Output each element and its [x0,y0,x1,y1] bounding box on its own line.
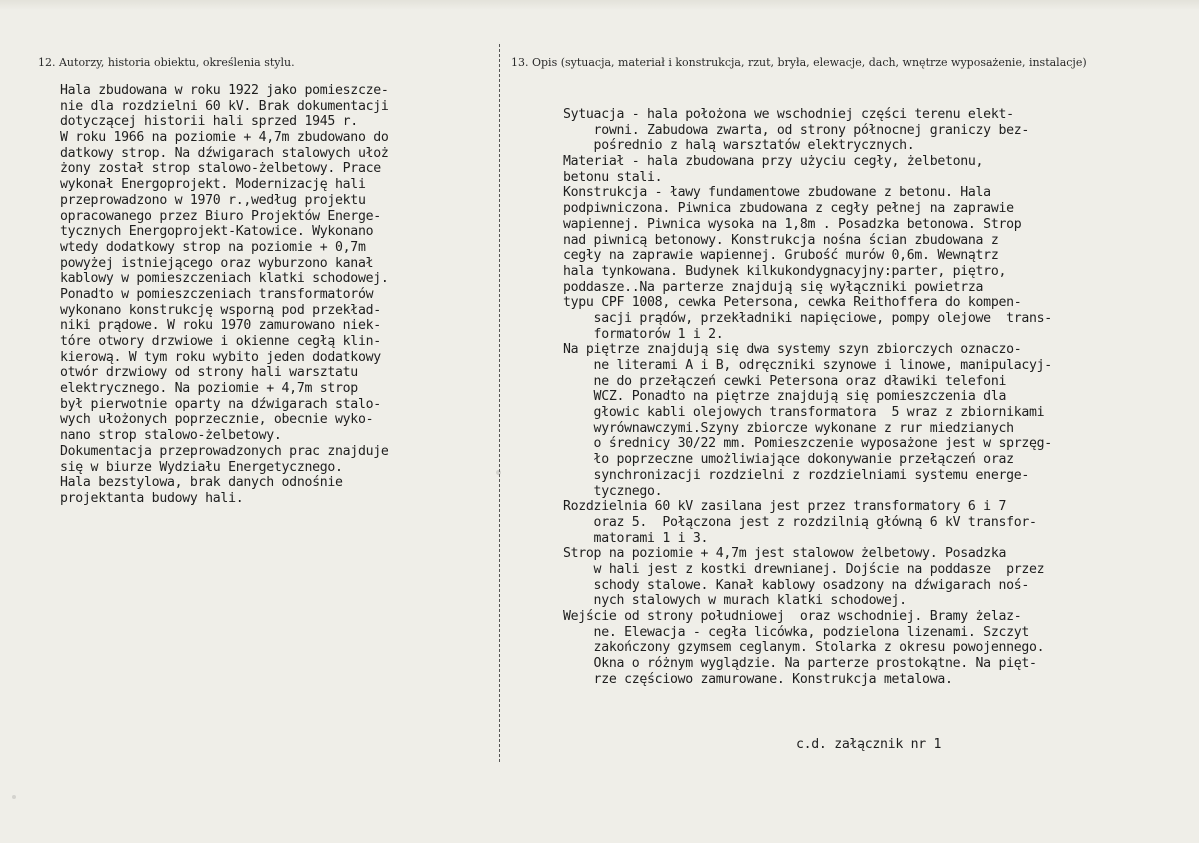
text-line: Konstrukcja - ławy fundamentowe zbudowane z betonu. Hala [563,185,991,201]
text-line: niki prądowe. W roku 1970 zamurowano niek- [60,318,381,334]
text-line: nad piwnicą betonowy. Konstrukcja nośna ścian zbudowana z [563,232,999,248]
text-line: ne do przełączeń cewki Petersona oraz dławiki telefoni [563,373,1007,389]
text-line: rowni. Zabudowa zwarta, od strony północnej graniczy bez- [563,122,1030,138]
text-line: Materiał - hala zbudowana przy użyciu cegły, żelbetonu, [563,154,984,170]
text-line: Hala bezstylowa, brak danych odnośnie [60,475,343,491]
column-divider [499,44,501,762]
text-line: nych stalowych w murach klatki schodowej. [563,593,907,609]
text-line: żony został strop stalowo-żelbetowy. Prace [60,161,381,177]
text-line: kierową. W tym roku wybito jeden dodatkowy [60,349,381,365]
text-line: się w biurze Wydziału Energetycznego. [60,459,343,475]
text-line: pośrednio z halą warsztatów elektrycznych. [563,138,915,154]
text-line: cegły na zaprawie wapiennej. Grubość murów 0,6m. Wewnątrz [563,248,999,264]
text-line: Okna o różnym wyglądzie. Na parterze prostokątne. Na pięt- [563,656,1037,672]
text-line: Wejście od strony południowej oraz wschodniej. Bramy żelaz- [563,609,1022,624]
text-line: typu CPF 1008, cewka Petersona, cewka Reithoffera do kompen- [563,295,1022,311]
text-line: oraz 5. Połączona jest z rozdzilnią główną 6 kV transfor- [563,514,1037,530]
section-13-heading: 13. Opis (sytuacja, materiał i konstrukcja, rzut, bryła, elewacje, dach, wnętrze wyposażenie, instalacje) [511,56,1087,69]
text-line: Strop na poziomie + 4,7m jest stalowow żelbetowy. Posadzka [563,546,1007,562]
text-line: wych ułożonych poprzecznie, obecnie wyko- [60,412,374,428]
text-line: datkowy strop. Na dźwigarach stalowych ułoż [60,145,389,161]
text-line: zakończony gzymsem ceglanym. Stolarka z okresu powojennego. [563,640,1045,656]
text-line: wykonał Energoprojekt. Modernizację hali [60,177,366,193]
text-line: opracowanego przez Biuro Projektów Energe- [60,208,381,224]
text-line: ne. Elewacja - cegła licówka, podzielona lizenami. Szczyt [563,624,1030,640]
text-line: w hali jest z kostki drewnianej. Dojście na poddasze przez [563,561,1045,577]
text-line: formatorów 1 i 2. [563,326,724,342]
text-line: nano strop stalowo-żelbetowy. [60,428,282,444]
text-line: matorami 1 i 3. [563,530,709,546]
ink-smudge [12,795,16,799]
attachment-reference: c.d. załącznik nr 1 [796,737,942,752]
text-line: kablowy w pomieszczeniach klatki schodowej. [60,271,389,287]
text-line: betonu stali. [563,169,663,185]
ink-smudge [496,470,501,475]
text-line: poddasze..Na parterze znajdują się wyłączniki powietrza [563,279,984,295]
text-line: nie dla rozdzielni 60 kV. Brak dokumentacji [60,98,389,114]
text-line: podpiwniczona. Piwnica zbudowana z cegły pełnej na zaprawie [563,201,1014,217]
text-line: sacji prądów, przekładniki napięciowe, pompy olejowe trans- [563,310,1052,326]
text-line: schody stalowe. Kanał kablowy osadzony na dźwigarach noś- [563,577,1030,593]
text-line: ło poprzeczne umożliwiające dokonywanie przełączeń oraz [563,452,1014,468]
text-line: o średnicy 30/22 mm. Pomieszczenie wyposażone jest w sprzęg- [563,436,1052,452]
text-line: przeprowadzono w 1970 r.,według projektu [60,192,366,208]
text-line: dotyczącej historii hali sprzed 1945 r. [60,114,358,130]
text-line: hala tynkowana. Budynek kilkukondygnacyjny:parter, piętro, [563,263,1007,279]
text-line: głowic kabli olejowych transformatora 5 wraz z zbiornikami [563,405,1045,421]
text-line: powyżej istniejącego oraz wyburzono kanał [60,255,374,271]
text-line: elektrycznego. Na poziomie + 4,7m strop [60,381,358,397]
text-line: Rozdzielnia 60 kV zasilana jest przez transformatory 6 i 7 [563,499,1007,515]
page-top-edge [0,0,1199,10]
text-line: tycznych Energoprojekt-Katowice. Wykonano [60,224,374,240]
text-line: Hala zbudowana w roku 1922 jako pomieszcze- [60,83,389,98]
text-line: był pierwotnie oparty na dźwigarach stalo- [60,396,381,412]
text-line: ne literami A i B, odręczniki szynowe i linowe, manipulacyj- [563,358,1052,373]
description-text-column [563,107,1183,687]
section-12-heading: 12. Autorzy, historia obiektu, określenia stylu. [38,56,295,69]
text-line: rze częściowo zamurowane. Konstrukcja metalowa. [563,671,953,687]
text-line: tycznego. [563,483,663,499]
text-line: wyrównawczymi.Szyny zbiorcze wykonane z rur miedzianych [563,420,1014,436]
text-line: projektanta budowy hali. [60,490,244,506]
text-line: wapiennej. Piwnica wysoka na 1,8m . Posadzka betonowa. Strop [563,216,1022,232]
text-line: otwór drzwiowy od strony hali warsztatu [60,365,358,381]
history-text-column [60,83,496,507]
text-line: tóre otwory drzwiowe i okienne cegłą klin- [60,334,381,349]
text-line: W roku 1966 na poziomie + 4,7m zbudowano do [60,130,389,146]
text-line: wtedy dodatkowy strop na poziomie + 0,7m [60,239,366,255]
text-line: WCZ. Ponadto na piętrze znajdują się pomieszczenia dla [563,389,1007,405]
text-line: Ponadto w pomieszczeniach transformatorów [60,286,374,302]
text-line: Sytuacja - hala położona we wschodniej części terenu elekt- [563,107,1014,122]
text-line: Na piętrze znajdują się dwa systemy szyn zbiorczych oznaczo- [563,342,1022,358]
text-line: synchronizacji rozdzielni z rozdzielniami systemu energe- [563,467,1030,483]
text-line: Dokumentacja przeprowadzonych prac znajduje [60,443,389,459]
text-line: wykonano konstrukcję wsporną pod przekład- [60,302,381,318]
